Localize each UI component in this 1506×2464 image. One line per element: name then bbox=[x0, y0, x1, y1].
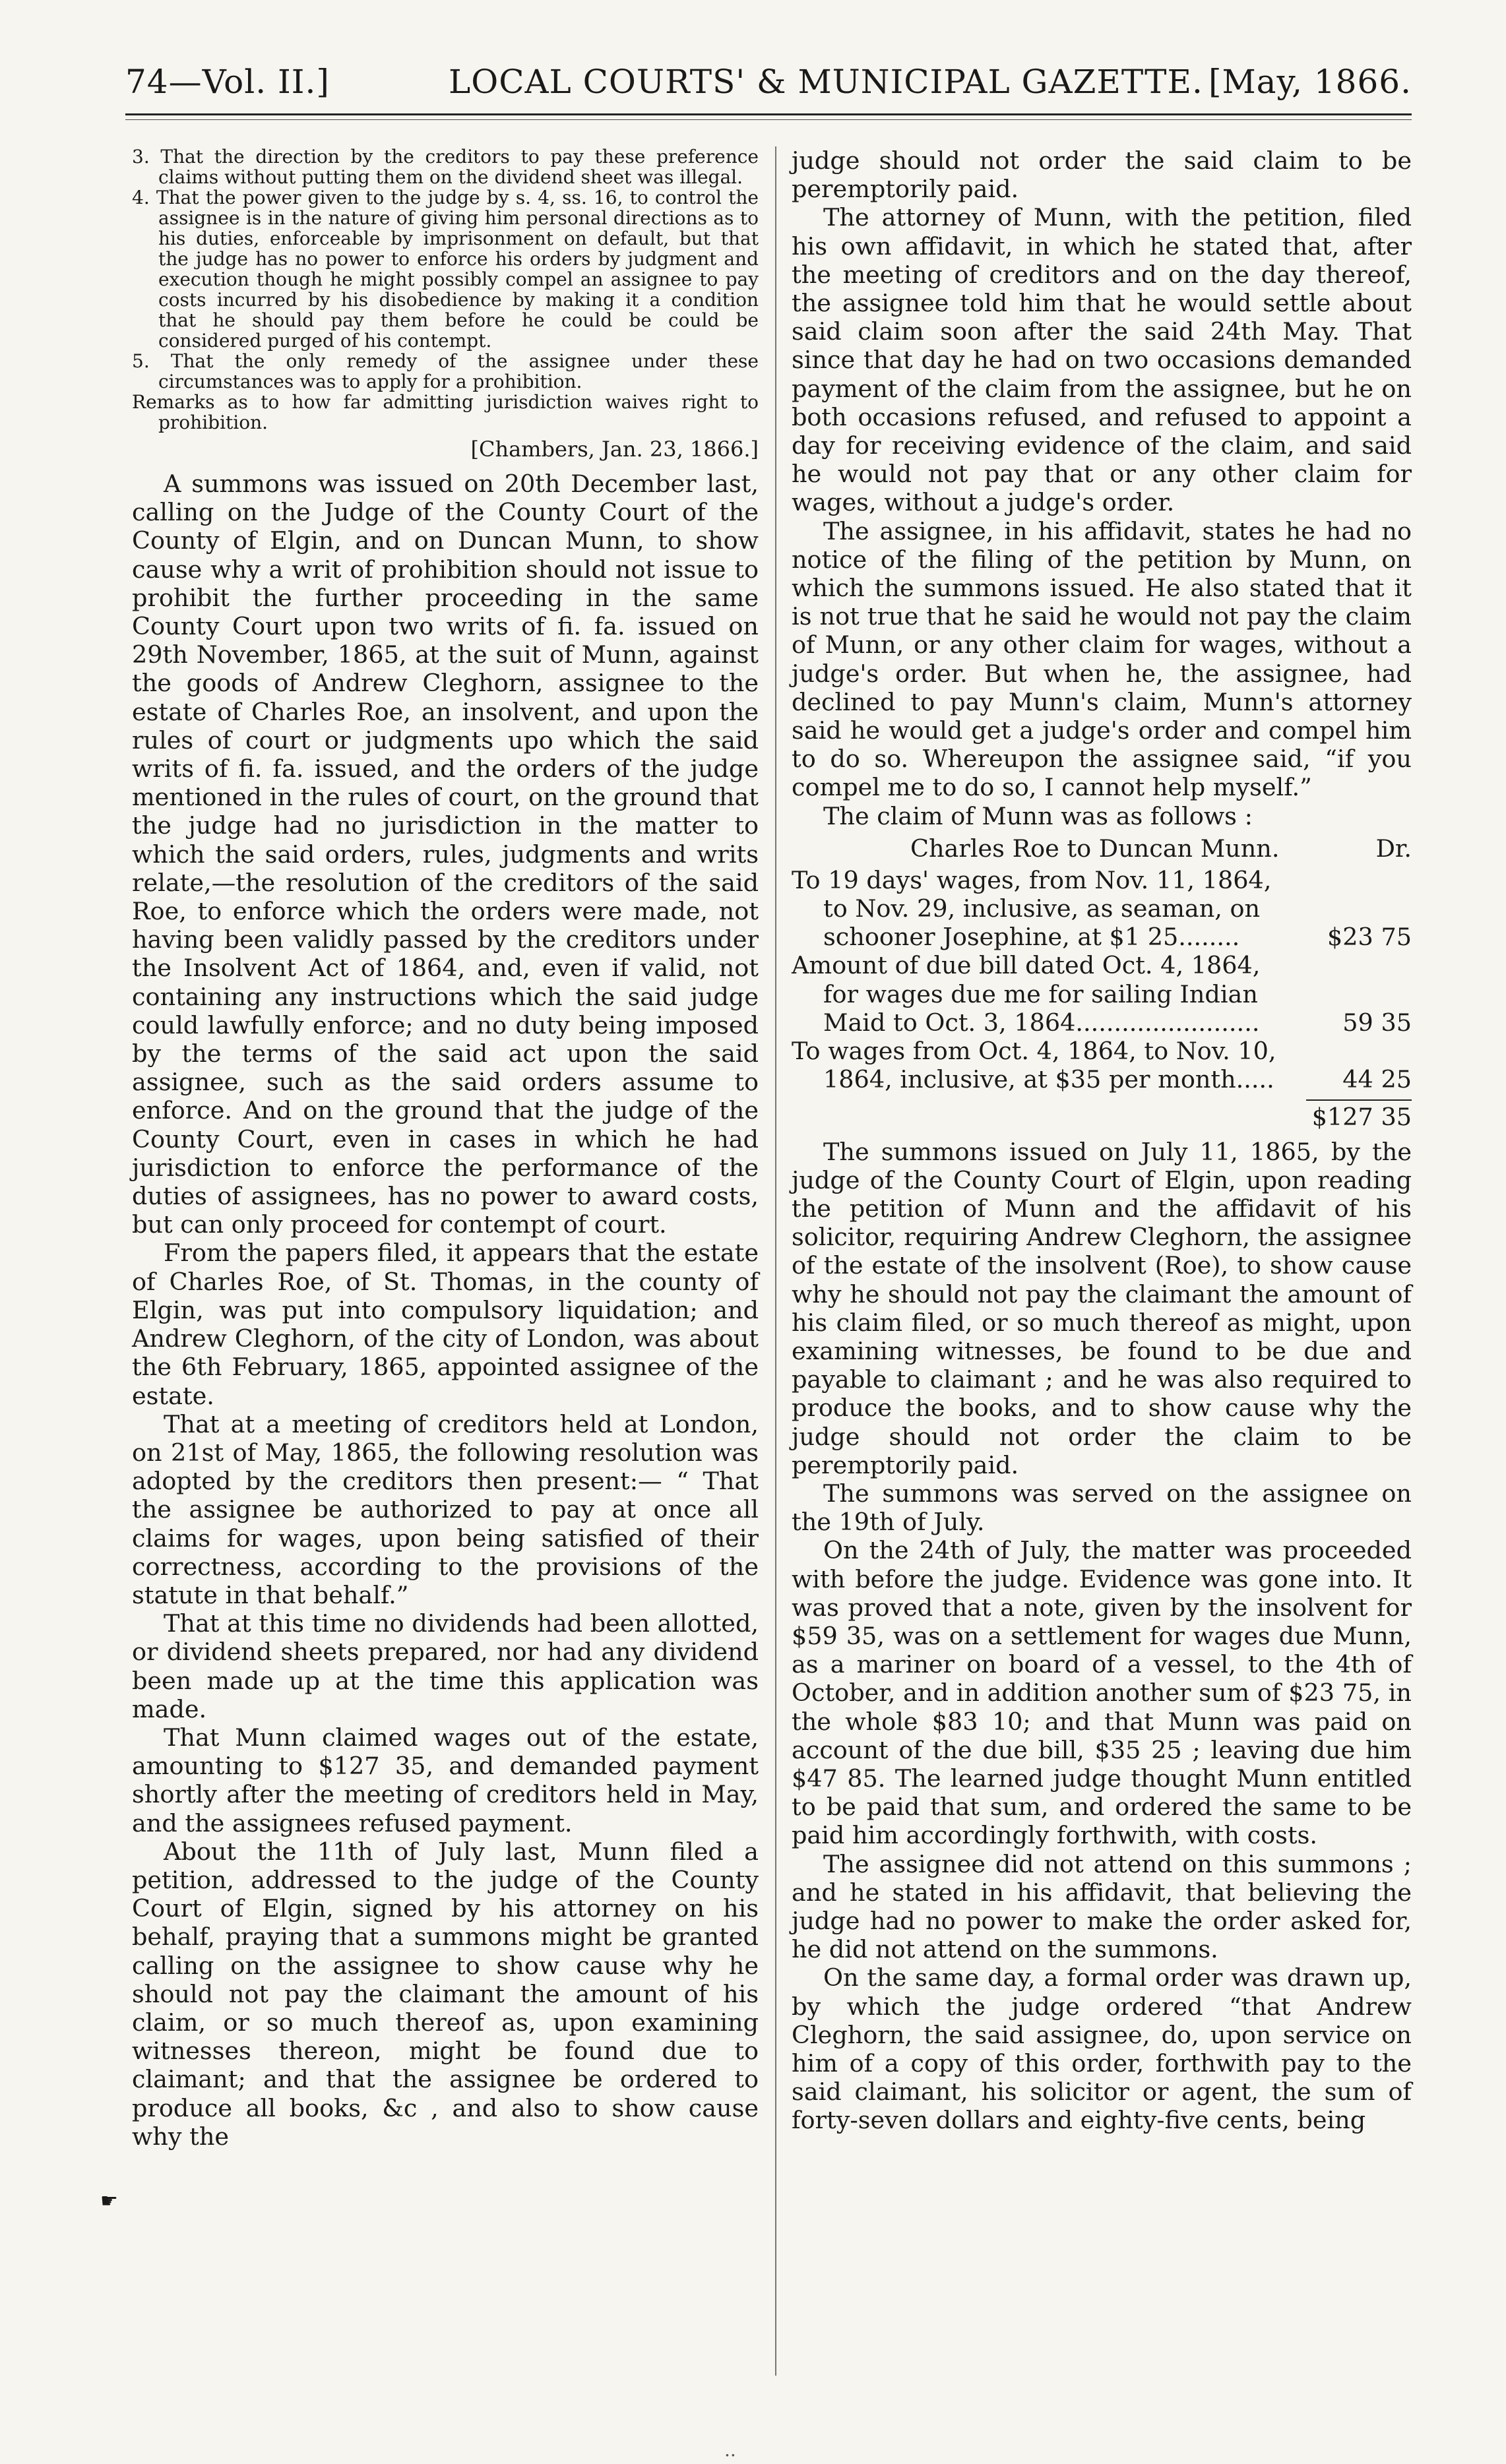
issue-date: [May, 1866. bbox=[1208, 63, 1412, 101]
header-rule-thin bbox=[125, 119, 1412, 120]
right-body-top bbox=[792, 146, 1412, 830]
paragraph: The attorney of Munn, with the petition, filed his own affidavit, in which he stated that, after the meeting of creditors and on the day thereof, the assignee told him that he would settle about said claim soon after the said 24th May. That since that day he had on two occasions demanded payment of the claim from the assignee, but he on both occasions refused, and refused to appoint a day for receiving evidence of the claim, and said he would not pay that or any other claim for wages, without a judge's order. bbox=[792, 203, 1412, 517]
paragraph: That Munn claimed wages out of the estate, amounting to $127 35, and demanded payment shortly after the meeting of creditors held in May, and the assignees refused payment. bbox=[132, 1723, 759, 1837]
account-dr: Dr. bbox=[1375, 834, 1412, 863]
header-rule bbox=[125, 113, 1412, 115]
paragraph: The assignee, in his affidavit, states he had no notice of the filing of the petition by Munn, on which the summons issued. He also stated that it is not true that he said he would not pay the claim of Munn, or any other claim for wages, without a judge's order. But when he, the assignee, had declined to pay Munn's claim, Munn's attorney said he would get a judge's order and compel him to do so. Whereupon the assignee said, “if you compel me to do so, I cannot help myself.” bbox=[792, 516, 1412, 802]
account-row-text: Amount of due bill dated Oct. 4, 1864, for wages due me for sailing Indian Maid to Oct. 3, 1864........................ bbox=[792, 951, 1261, 1037]
account-row-amount: 44 25 bbox=[1342, 1065, 1412, 1094]
pointing-hand-icon: ☛ bbox=[100, 2190, 118, 2213]
headnotes bbox=[132, 146, 759, 462]
right-body-bottom bbox=[792, 1138, 1412, 2135]
account-row bbox=[792, 951, 1412, 1037]
paragraph: On the 24th of July, the matter was proceeded with before the judge. Evidence was gone into. It was proved that a note, given by the insolvent for $59 35, was on a settlement for wages due Munn, as a mariner on board of a vessel, to the 4th of October, and in addition another sum of $23 75, in the whole $83 10; and that Munn was paid on account of the due bill, $35 25 ; leaving due him $47 85. The learned judge thought Munn entitled to be paid that sum, and ordered the same to be paid him accordingly forthwith, with costs. bbox=[792, 1536, 1412, 1850]
account-title: Charles Roe to Duncan Munn. bbox=[910, 834, 1280, 863]
paragraph: The summons issued on July 11, 1865, by the judge of the County Court of Elgin, upon reading the petition of Munn and the affidavit of his solicitor, requiring Andrew Cleghorn, the assignee of the estate of the insolvent (Roe), to show cause why he should not pay the claimant the amount of his claim filed, or so much thereof as might, upon examining witnesses, be found to be due and payable to claimant ; and he was also required to produce the books, and to show cause why the judge should not order the claim to be peremptorily paid. bbox=[792, 1137, 1412, 1479]
running-header bbox=[125, 63, 1412, 109]
account-row bbox=[792, 866, 1412, 952]
paragraph: judge should not order the said claim to be peremptorily paid. bbox=[792, 146, 1412, 204]
publication-title: LOCAL COURTS' & MUNICIPAL GAZETTE. bbox=[449, 63, 1203, 101]
account-row-text: To 19 days' wages, from Nov. 11, 1864, to Nov. 29, inclusive, as seaman, on schooner Josephine, at $1 25........ bbox=[792, 865, 1272, 952]
footer-mark: .. bbox=[724, 2439, 736, 2461]
account-row bbox=[792, 1037, 1412, 1093]
account-row-text: To wages from Oct. 4, 1864, to Nov. 10, 1864, inclusive, at $35 per month..... bbox=[792, 1037, 1276, 1094]
headnote-item: 5. That the only remedy of the assignee under these circumstances was to apply for a prohibition. bbox=[132, 350, 759, 392]
account-row-amount: $23 75 bbox=[1327, 923, 1412, 952]
paragraph: That at a meeting of creditors held at London, on 21st of May, 1865, the following resolution was adopted by the creditors then present:— “ That the assignee be authorized to pay at once all claims for wages, upon being satisfied of their correctness, according to the provisions of the statute in that behalf.” bbox=[132, 1409, 759, 1609]
paragraph: From the papers filed, it appears that the estate of Charles Roe, of St. Thomas, in the county of Elgin, was put into compulsory liquidation; and Andrew Cleghorn, of the city of London, was about the 6th February, 1865, appointed assignee of the estate. bbox=[132, 1239, 759, 1410]
headnote-remarks: Remarks as to how far admitting jurisdiction waives right to prohibition. bbox=[132, 391, 759, 433]
paragraph: On the same day, a formal order was drawn up, by which the judge ordered “that Andrew Cleghorn, the said assignee, do, upon service on him of a copy of this order, forthwith pay to the said claimant, his solicitor or agent, the sum of forty-seven dollars and eighty-five cents, being bbox=[792, 1963, 1412, 2135]
account-title-row bbox=[792, 834, 1412, 866]
headnote-item: 3. That the direction by the creditors to pay these preference claims without putting them on the dividend sheet was illegal. bbox=[132, 146, 759, 188]
paragraph: The claim of Munn was as follows : bbox=[823, 801, 1253, 830]
paragraph: A summons was issued on 20th December last, calling on the Judge of the County Court of the County of Elgin, and on Duncan Munn, to show cause why a writ of prohibition should not issue to prohibit the further proceeding in the same County Court upon two writs of fi. fa. issued on 29th November, 1865, at the suit of Munn, against the goods of Andrew Cleghorn, assignee to the estate of Charles Roe, an insolvent, and upon the rules of court or judgments upo which the said writs of fi. fa. issued, and the orders of the judge mentioned in the rules of court, on the ground that the judge had no jurisdiction in the matter to which the said orders, rules, judgments and writs relate,—the resolution of the creditors of the said Roe, to enforce which the orders were made, not having been validly passed by the creditors under the Insolvent Act of 1864, and, even if valid, not containing any instructions which the said judge could lawfully enforce; and no duty being imposed by the terms of the said act upon the said assignee, such as the said orders assume to enforce. And on the ground that the judge of the County Court, even in cases in which he had jurisdiction to enforce the performance of the duties of assignees, has no power to award costs, but can only proceed for contempt of court. bbox=[132, 470, 759, 1239]
left-column bbox=[132, 146, 759, 2151]
left-body bbox=[132, 470, 759, 2151]
paragraph: About the 11th of July last, Munn filed a petition, addressed to the judge of the County Court of Elgin, signed by his attorney on his behalf, praying that a summons might be granted calling on the assignee to show cause why he should not pay the claimant the amount of his claim, or so much thereof as, upon examining witnesses thereon, might be found due to claimant; and that the assignee be ordered to produce all books, &c , and also to show cause why the bbox=[132, 1837, 759, 2151]
account-row-amount: 59 35 bbox=[1342, 1008, 1412, 1037]
headnote-item: 4. That the power given to the judge by s. 4, ss. 16, to control the assignee is in the nature of giving him personal directions as to his duties, enforceable by imprisonment on default, but that the judge has no power to enforce his orders by judgment and execution though he might possibly compel an assignee to pay costs incurred by his disobedience by making it a condition that he should pay them before he could be could be considered purged of his contempt. bbox=[132, 187, 759, 352]
page-volume: 74—Vol. II.] bbox=[125, 63, 330, 101]
account-statement bbox=[792, 834, 1412, 1134]
right-column bbox=[792, 146, 1412, 2135]
account-total: $127 35 bbox=[1311, 1102, 1412, 1131]
paragraph: The assignee did not attend on this summons ; and he stated in his affidavit, that believing the judge had no power to make the order asked for, he did not attend on the summons. bbox=[792, 1849, 1412, 1964]
paragraph: The summons was served on the assignee on the 19th of July. bbox=[792, 1479, 1412, 1537]
column-divider bbox=[775, 146, 776, 2376]
paragraph: That at this time no dividends had been allotted, or dividend sheets prepared, nor had any dividend been made up at the time this application was made. bbox=[132, 1609, 759, 1723]
court-date: [Chambers, Jan. 23, 1866.] bbox=[470, 437, 759, 462]
